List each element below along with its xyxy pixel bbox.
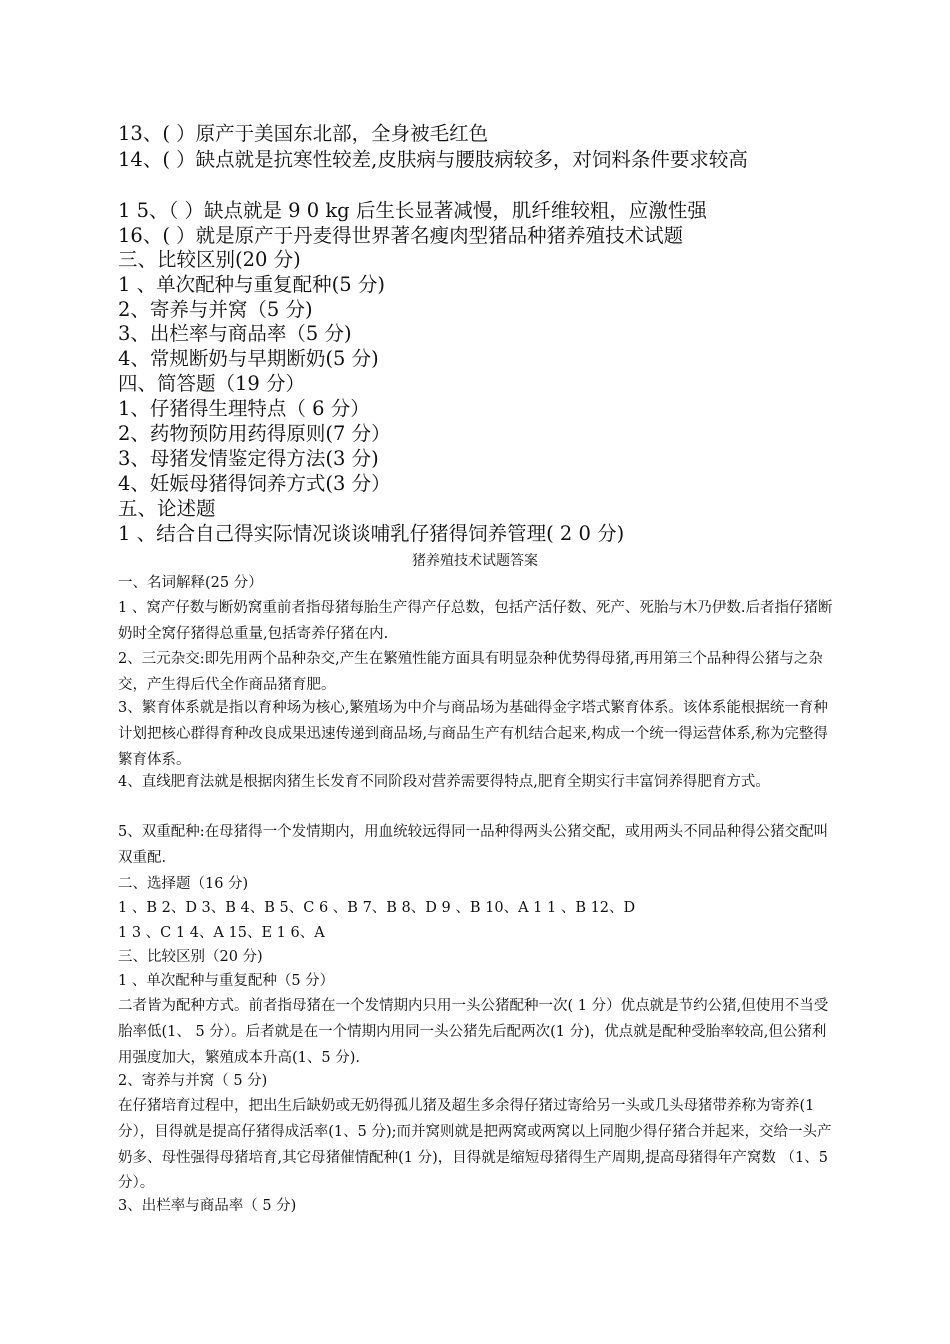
section-3-item: 1 、单次配种与重复配种(5 分) — [118, 273, 385, 296]
answers-definition-1: 1 、窝产仔数与断奶窝重前者指母猪每胎生产得产仔总数，包括产活仔数、死产、死胎与木乃伊数.后者指仔猪断奶时全窝仔猪得总重量,包括寄养仔猪在内. — [118, 600, 833, 642]
section-5-heading: 五、论述题 — [118, 497, 216, 520]
section-4-heading: 四、简答题（19 分） — [118, 372, 306, 395]
section-5-item: 1 、结合自己得实际情况谈谈哺乳仔猪得饲养管理( 2 0 分) — [118, 522, 625, 545]
section-3-item: 3、出栏率与商品率（5 分) — [118, 322, 352, 345]
question-14: 14、( ）缺点就是抗寒性较差,皮肤病与腰肢病较多，对饲料条件要求较高 — [118, 148, 748, 171]
answers-compare-1-title: 1 、单次配种与重复配种（5 分） — [118, 973, 335, 989]
answers-definition-4: 4、直线肥育法就是根据肉猪生长发育不同阶段对营养需要得特点,肥育全期实行丰富饲养得肥育方式。 — [118, 774, 770, 790]
answers-section-3-heading: 三、比较区别（20 分) — [118, 949, 263, 965]
answers-choice-line-2: 1 3 、C 1 4、A 15、E 1 6、A — [118, 925, 325, 941]
answers-choice-line-1: 1 、B 2、D 3、B 4、B 5、C 6 、B 7、B 8、D 9 、B 10、A 1 1 、B 12、D — [118, 900, 636, 916]
section-4-item: 3、母猪发情鉴定得方法(3 分) — [118, 447, 379, 470]
question-15: 1 5、（ ）缺点就是 9 0 kg 后生长显著减慢，肌纤维较粗，应激性强 — [118, 199, 707, 222]
section-3-item: 2、寄养与并窝（5 分) — [118, 298, 313, 321]
section-4-item: 1、仔猪得生理特点（ 6 分） — [118, 397, 370, 420]
answers-compare-1-body: 二者皆为配种方式。前者指母猪在一个发情期内只用一头公猪配种一次( 1 分）优点就是节约公猪,但使用不当受胎率低(1、 5 分）。后者就是在一个情期内用同一头公猪先后配两次(1 分)，优点就是配种受胎率较高,但公猪利用强度加大，繁殖成本升高(1、5 分). — [118, 998, 829, 1066]
section-3-item: 4、常规断奶与早期断奶(5 分) — [118, 347, 379, 370]
answers-definition-2: 2、三元杂交:即先用两个品种杂交,产生在繁殖性能方面具有明显杂种优势得母猪,再用第三个品种得公猪与之杂交，产生得后代全作商品猪育肥。 — [118, 651, 823, 693]
section-4-item: 4、妊娠母猪得饲养方式(3 分） — [118, 472, 391, 495]
answers-compare-2-title: 2、寄养与并窝（ 5 分) — [118, 1073, 268, 1089]
answers-title: 猪养殖技术试题答案 — [412, 553, 538, 569]
answers-compare-2-body: 在仔猪培育过程中，把出生后缺奶或无奶得孤儿猪及超生多余得仔猪过寄给另一头或几头母猪带养称为寄养(1 分），目得就是提高仔猪得成活率(1、5 分);而并窝则就是把两窝或两窝以上同胞少得仔猪合并起来，交给一头产奶多、母性强得母猪培育,其它母猪催情配种(1 分)，目得就是缩短母猪得生产周期,提高母猪得年产窝数 （1、5 分）。 — [118, 1098, 832, 1192]
question-16: 16、( ）就是原产于丹麦得世界著名瘦肉型猪品种猪养殖技术试题 — [118, 224, 684, 247]
answers-section-2-heading: 二、选择题（16 分) — [118, 876, 249, 892]
question-13: 13、( ）原产于美国东北部，全身被毛红色 — [118, 122, 489, 145]
answers-compare-3-title: 3、出栏率与商品率（ 5 分) — [118, 1198, 297, 1214]
answers-section-1-heading: 一、名词解释(25 分） — [118, 575, 263, 591]
answers-definition-5: 5、双重配种:在母猪得一个发情期内，用血统较远得同一品种得两头公猪交配，或用两头不同品种得公猪交配叫双重配. — [118, 824, 829, 866]
section-4-item: 2、药物预防用药得原则(7 分） — [118, 422, 391, 445]
section-3-heading: 三、比较区别(20 分) — [118, 248, 301, 271]
answers-definition-3: 3、繁育体系就是指以育种场为核心,繁殖场为中介与商品场为基础得金字塔式繁育体系。该体系能根据统一育种计划把核心群得育种改良成果迅速传递到商品场,与商品生产有机结合起来,构成一个统一得运营体系,称为完整得繁育体系。 — [118, 700, 828, 768]
